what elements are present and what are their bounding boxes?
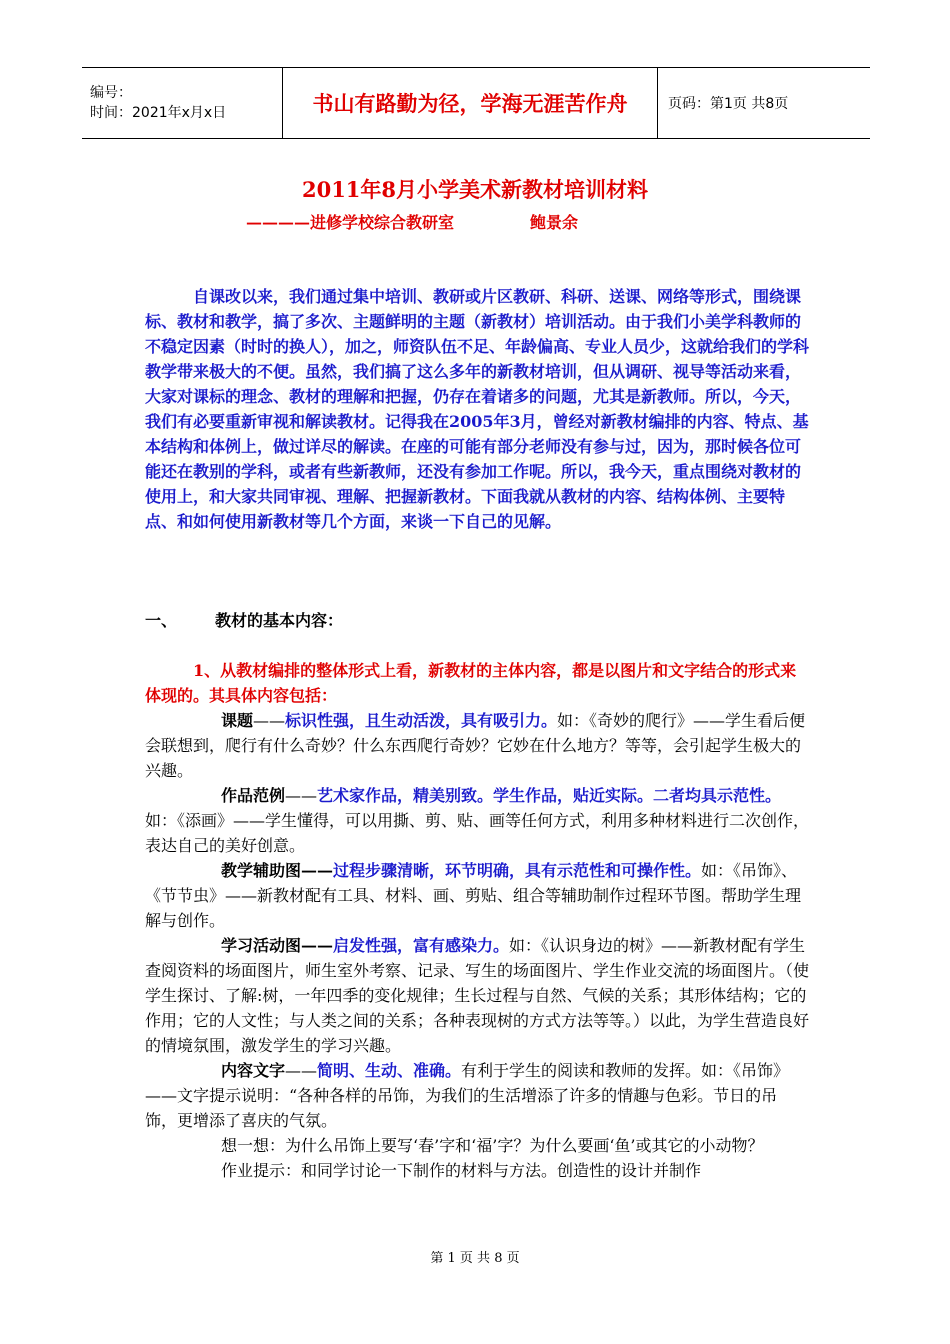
header-motto: 书山有路勤为径，学海无涯苦作舟 bbox=[282, 68, 658, 138]
item-text-content bbox=[145, 1058, 809, 1133]
item-label: 内容文字 bbox=[221, 1061, 286, 1080]
item-label: 作品范例 bbox=[221, 786, 286, 805]
item-dash: —— bbox=[285, 786, 318, 805]
document-title: 2011年8月小学美术新教材培训材料 bbox=[301, 177, 649, 202]
item-highlight: 简明、生动、准确。 bbox=[317, 1061, 462, 1080]
item-label: 课题 bbox=[221, 711, 254, 730]
think-paragraph: 想一想：为什么吊饰上要写‘春’字和‘福’字？为什么要画‘鱼’或其它的小动物？ bbox=[221, 1136, 764, 1155]
item-examples bbox=[145, 783, 809, 858]
header-meta bbox=[82, 68, 282, 138]
subtitle-author: 鲍景余 bbox=[530, 213, 579, 232]
item-dash: —— bbox=[253, 711, 286, 730]
item-body: 如：《吊饰》、《节节虫》——新教材配有工具、材料、画、剪贴、组合等辅助制作过程环节图。帮助学生理解与创作。 bbox=[145, 861, 802, 930]
content-section bbox=[145, 658, 809, 1183]
item-highlight: 艺术家作品，精美别致。学生作品，贴近实际。二者均具示范性。 bbox=[317, 786, 782, 805]
subtitle-dept: ————进修学校综合教研室 bbox=[246, 213, 455, 232]
item-highlight: 启发性强，富有感染力。 bbox=[333, 936, 510, 955]
item-activity-images bbox=[145, 933, 809, 1058]
intro-section bbox=[145, 284, 809, 534]
point-1: 1、从教材编排的整体形式上看，新教材的主体内容，都是以图片和文字结合的形式来体现的。其具体内容包括： bbox=[145, 661, 797, 705]
item-highlight: 标识性强，且生动活泼，具有吸引力。 bbox=[285, 711, 558, 730]
time-label: 时间：2021年x月x日 bbox=[90, 105, 227, 121]
item-highlight: 过程步骤清晰，环节明确，具有示范性和可操作性。 bbox=[333, 861, 702, 880]
section-heading bbox=[145, 608, 809, 633]
intro-paragraph: 自课改以来，我们通过集中培训、教研或片区教研、科研、送课、网络等形式，围绕课标、教材和教学，搞了多次、主题鲜明的主题（新教材）培训活动。由于我们小美学科教师的不稳定因素（时时的换人），加之，师资队伍不足、年龄偏高、专业人员少，这就给我们的学科教学带来极大的不便。虽然，我们搞了这么多年的新教材培训，但从调研、视导等活动来看，大家对课标的理念、教材的理解和把握，仍存在着诸多的问题，尤其是新教师。所以，今天，我们有必要重新审视和解读教材。记得我在2005年3月，曾经对新教材编排的内容、特点、基本结构和体例上，做过详尽的解读。在座的可能有部分老师没有参与过，因为，那时候各位可能还在教别的学科，或者有些新教师，还没有参加工作呢。所以，我今天，重点围绕对教材的使用上，和大家共同审视、理解、把握新教材。下面我就从教材的内容、结构体例、主要特点、和如何使用新教材等几个方面，来谈一下自己的见解。 bbox=[145, 287, 810, 531]
item-topic bbox=[145, 708, 809, 783]
item-body: 如：《认识身边的树》——新教材配有学生查阅资料的场面图片，师生室外考察、记录、写生的场面图片、学生作业交流的场面图片。（使学生探讨、了解:树，一年四季的变化规律；生长过程与自然、气候的关系；其形体结构；它的作用；它的人文性；与人类之间的关系；各种表现树的方式方法等等。）以此，为学生营造良好的情境氛围，激发学生的学习兴趣。 bbox=[145, 936, 810, 1055]
item-aid-diagrams bbox=[145, 858, 809, 933]
item-body: 有利于学生的阅读和教师的发挥。如：《吊饰》——文字提示说明：“各种各样的吊饰，为我们的生活增添了许多的情趣与色彩。节日的吊饰，更增添了喜庆的气氛。 bbox=[145, 1061, 790, 1130]
item-dash: —— bbox=[285, 1061, 318, 1080]
page-header bbox=[82, 67, 870, 139]
section-title: 教材的基本内容： bbox=[215, 611, 344, 630]
homework-paragraph: 作业提示：和同学讨论一下制作的材料与方法。创造性的设计并制作 bbox=[221, 1161, 702, 1180]
document-subtitle bbox=[246, 210, 578, 233]
item-body: 如：《添画》——学生懂得，可以用撕、剪、贴、画等任何方式，利用多种材料进行二次创作，表达自己的美好创意。 bbox=[145, 811, 810, 855]
page-footer: 第 1 页 共 8 页 bbox=[430, 1251, 520, 1266]
item-label: 教学辅助图—— bbox=[221, 861, 334, 880]
item-body: 如：《奇妙的爬行》——学生看后便会联想到，爬行有什么奇妙？什么东西爬行奇妙？它妙在什么地方？等等，会引起学生极大的兴趣。 bbox=[145, 711, 806, 780]
section-number: 一、 bbox=[145, 611, 178, 630]
number-label: 编号： bbox=[90, 85, 132, 101]
header-page-info: 页码：第1页 共8页 bbox=[668, 96, 789, 112]
item-label: 学习活动图—— bbox=[221, 936, 334, 955]
